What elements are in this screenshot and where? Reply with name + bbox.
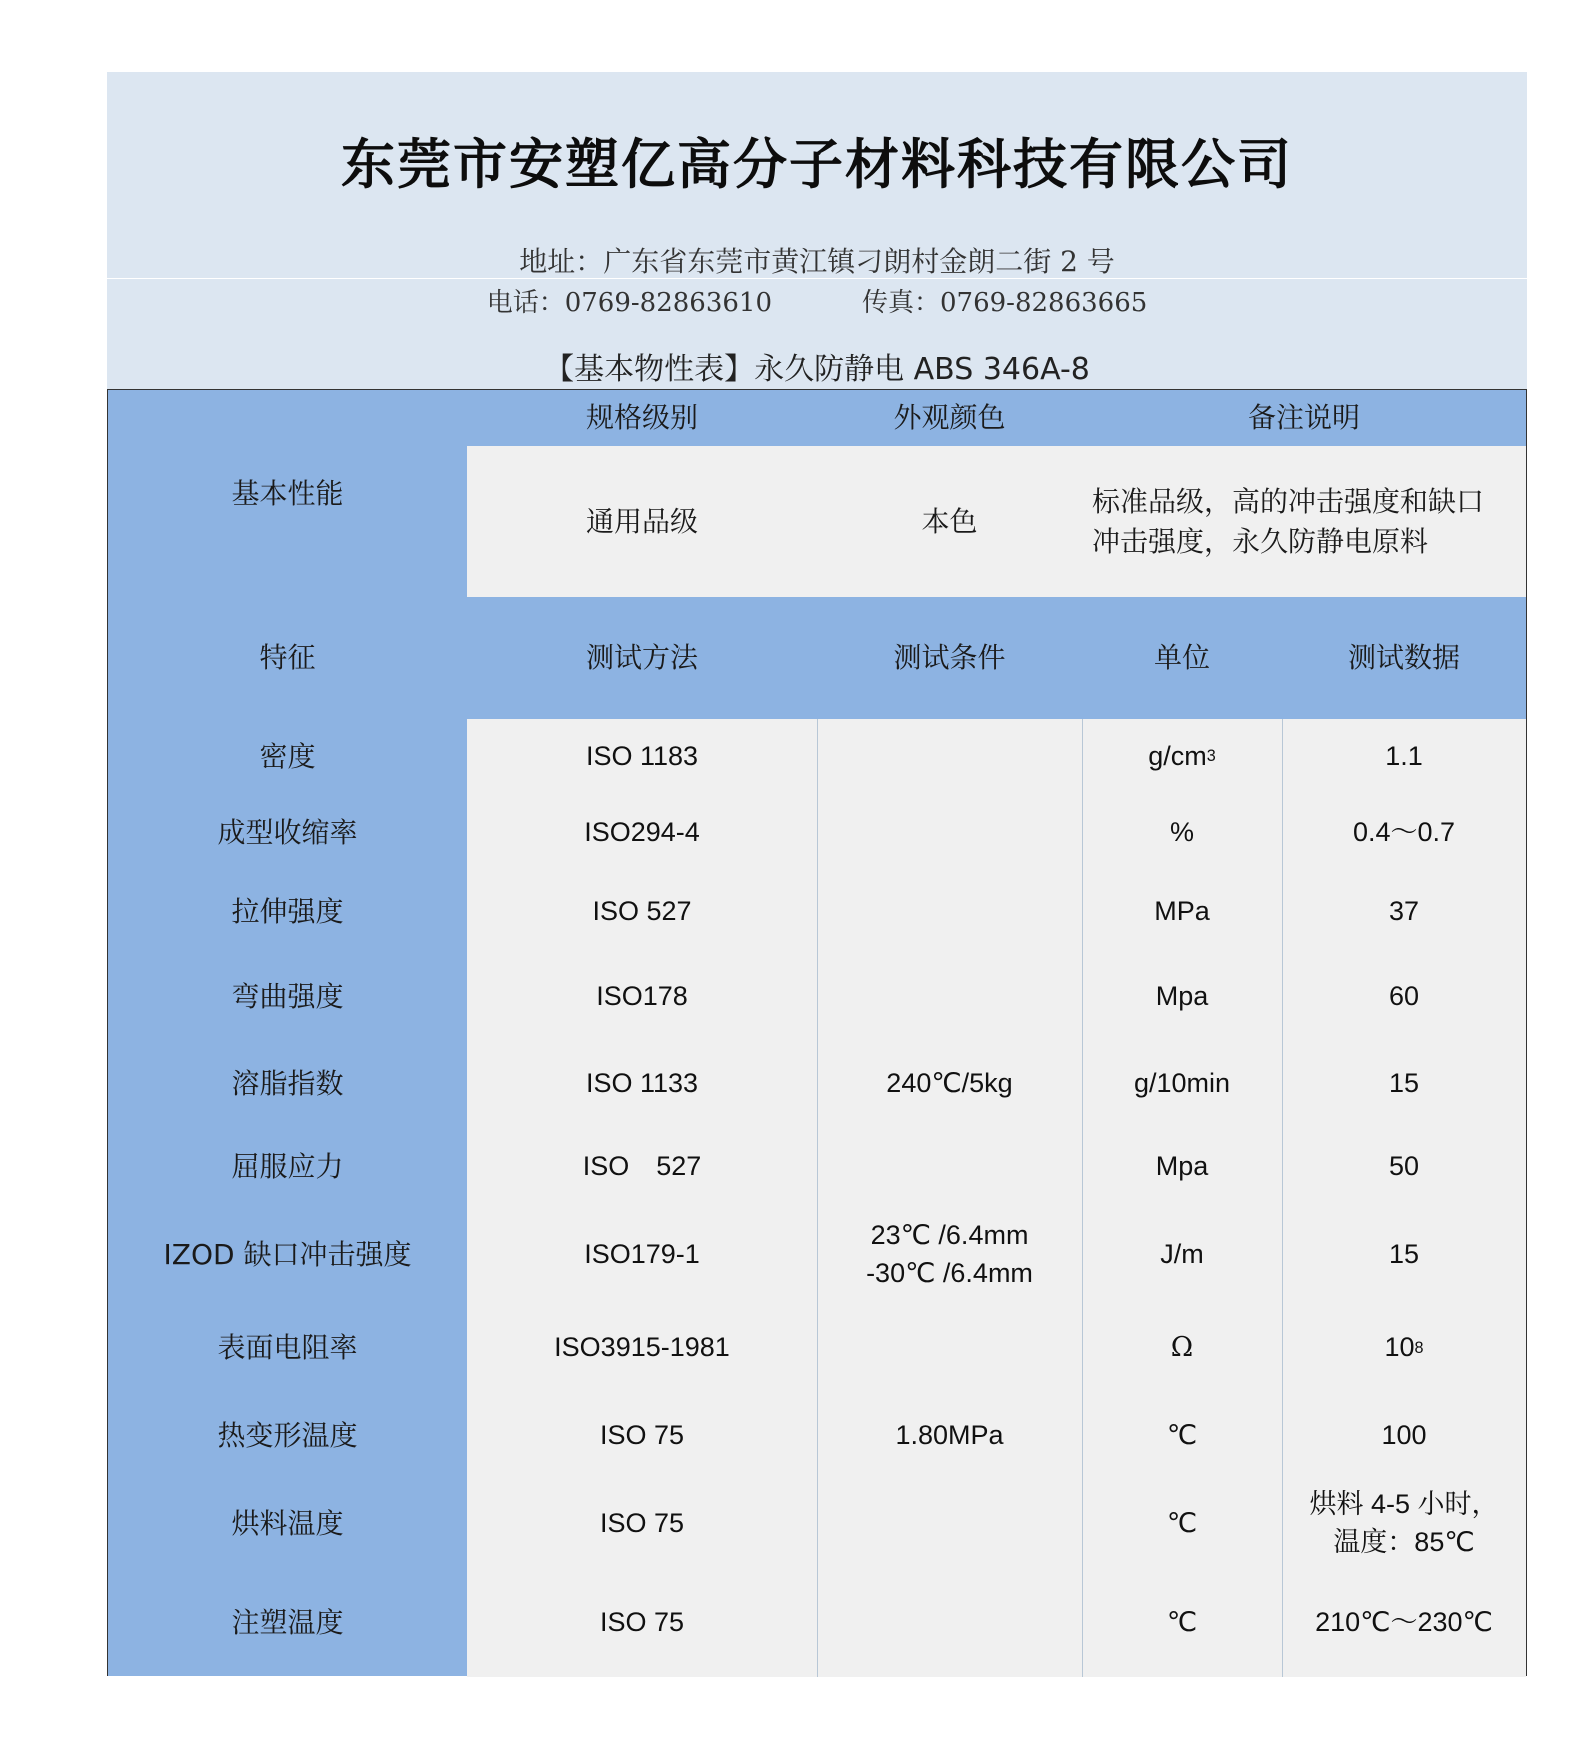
row-condition	[817, 1480, 1082, 1568]
condition-line-1: 23℃ /6.4mm	[870, 1220, 1029, 1251]
row-method: ISO294-4	[584, 816, 700, 847]
row-method: ISO178	[596, 980, 688, 1011]
row-value: 15	[1388, 1239, 1420, 1270]
row-feature: 成型收缩率	[217, 815, 358, 849]
row-feature: 烘料温度	[231, 1507, 344, 1541]
table-title: 【基本物性表】永久防静电 ABS 346A-8	[544, 352, 1090, 387]
remark-value	[1082, 446, 1526, 597]
row-condition	[817, 719, 1082, 794]
condition-line-2: -30℃ /6.4mm	[866, 1258, 1033, 1288]
row-unit: %	[1169, 816, 1194, 847]
row-feature: 溶脂指数	[231, 1067, 344, 1101]
remark-line-2: 冲击强度，永久防静电原料	[1092, 524, 1429, 558]
row-value: 37	[1388, 896, 1420, 927]
row-method: ISO 1183	[585, 740, 699, 771]
header-grade: 规格级别	[585, 401, 698, 435]
col-header-method: 测试方法	[585, 641, 698, 675]
row-method: ISO179-1	[584, 1239, 700, 1270]
company-phone: 电话：0769-82863610	[486, 288, 772, 318]
row-feature: 弯曲强度	[231, 979, 344, 1013]
row-feature: 热变形温度	[217, 1419, 358, 1453]
company-contact	[107, 282, 1527, 319]
row-method: ISO 1133	[585, 1068, 699, 1099]
row-condition	[817, 794, 1082, 871]
row-feature: 注塑温度	[231, 1605, 344, 1639]
col-header-feature: 特征	[259, 641, 316, 675]
row-unit: ℃	[1166, 1606, 1198, 1637]
company-name: 东莞市安塑亿高分子材料科技有限公司	[341, 133, 1293, 196]
row-feature: 表面电阻率	[217, 1331, 358, 1365]
row-feature: 屈服应力	[231, 1150, 344, 1184]
value-line-1: 烘料 4-5 小时，	[1309, 1489, 1499, 1520]
row-value: 100	[1381, 1420, 1427, 1451]
value-line-2: 温度：85℃	[1333, 1527, 1475, 1557]
row-method: ISO 75	[599, 1606, 685, 1637]
row-feature: 密度	[259, 739, 316, 773]
unit-text: g/cm	[1148, 740, 1207, 771]
row-condition	[817, 1206, 1082, 1304]
row-value: 0.4～0.7	[1352, 816, 1456, 847]
col-header-value: 测试数据	[1347, 641, 1460, 675]
row-value: 50	[1388, 1151, 1420, 1182]
datasheet	[107, 72, 1527, 1676]
basic-section-label: 基本性能	[231, 476, 344, 510]
col-header-condition: 测试条件	[893, 641, 1006, 675]
row-condition	[817, 953, 1082, 1040]
row-value: 15	[1388, 1068, 1420, 1099]
row-method: ISO3915-1981	[554, 1332, 730, 1363]
row-feature: IZOD 缺口冲击强度	[163, 1238, 412, 1272]
row-condition: 240℃/5kg	[886, 1068, 1013, 1099]
row-value: 60	[1388, 980, 1420, 1011]
row-unit: Mpa	[1155, 980, 1209, 1011]
value-superscript: 8	[1414, 1338, 1424, 1357]
company-address: 地址：广东省东莞市黄江镇刁朗村金朗二街 2 号	[519, 245, 1115, 278]
row-unit: ℃	[1166, 1508, 1198, 1539]
row-value	[1282, 1304, 1526, 1392]
row-condition	[817, 1128, 1082, 1206]
row-unit: MPa	[1154, 896, 1210, 927]
row-unit: Mpa	[1155, 1151, 1209, 1182]
row-method: ISO 75	[599, 1420, 685, 1451]
row-unit: ℃	[1166, 1420, 1198, 1451]
row-condition	[817, 1304, 1082, 1392]
value-text: 10	[1384, 1332, 1415, 1363]
unit-superscript: 3	[1206, 747, 1216, 766]
color-value: 本色	[817, 446, 1082, 597]
col-header-unit: 单位	[1153, 641, 1210, 675]
row-condition: 1.80MPa	[895, 1420, 1004, 1451]
company-header	[107, 72, 1527, 389]
row-value: 210℃～230℃	[1315, 1606, 1493, 1637]
row-unit: Ω	[1170, 1332, 1194, 1364]
grade-value: 通用品级	[467, 446, 817, 597]
row-feature: 拉伸强度	[231, 895, 344, 929]
row-unit	[1082, 719, 1282, 794]
row-condition	[817, 1568, 1082, 1677]
row-value	[1282, 1480, 1526, 1568]
header-color: 外观颜色	[893, 401, 1006, 435]
row-method: ISO 527	[582, 1151, 702, 1182]
properties-table	[107, 389, 1527, 1676]
row-method: ISO 75	[599, 1508, 685, 1539]
company-fax: 传真：0769-82863665	[862, 288, 1148, 318]
header-divider	[107, 278, 1527, 279]
row-condition	[817, 871, 1082, 953]
row-unit: g/10min	[1133, 1068, 1231, 1099]
row-method: ISO 527	[592, 896, 692, 927]
header-remark: 备注说明	[1247, 401, 1360, 435]
remark-line-1: 标准品级，高的冲击强度和缺口	[1092, 485, 1485, 519]
row-value: 1.1	[1385, 740, 1423, 771]
row-unit: J/m	[1160, 1239, 1204, 1270]
